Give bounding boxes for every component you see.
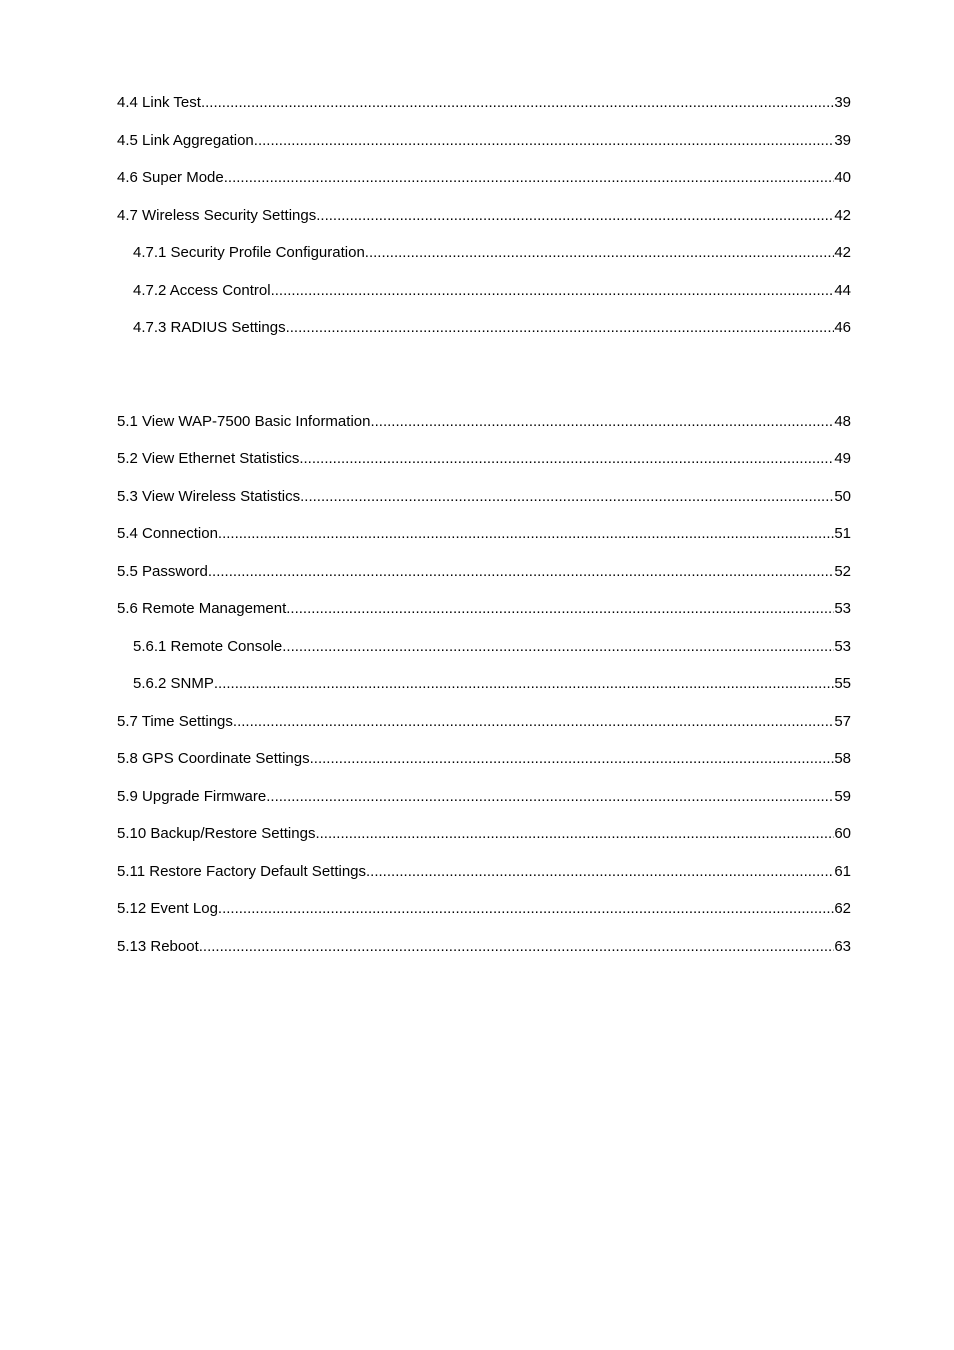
toc-entry-page: 42 [834,244,851,261]
toc-leader-dots [218,897,834,921]
toc-entry-page: 53 [834,637,851,655]
toc-leader-dots [310,747,835,771]
toc-entry-title: 5.6 Remote Management [117,600,287,617]
toc-leader-dots [300,485,834,509]
toc-entry-title: 5.1 View WAP-7500 Basic Information [117,412,371,430]
toc-entry-title: 5.4 Connection [117,525,218,542]
toc-entry-5-4[interactable] [117,522,851,560]
toc-entry-4-4[interactable] [117,91,851,129]
toc-leader-dots [365,241,835,265]
toc-entry-title: 5.9 Upgrade Firmware [117,787,267,805]
toc-entry-page: 59 [834,787,851,805]
toc-section-5 [117,410,851,973]
toc-entry-5-5[interactable] [117,560,851,598]
toc-entry-5-13[interactable] [117,935,851,973]
toc-entry-5-6[interactable] [117,597,851,635]
toc-entry-5-1[interactable] [117,410,851,448]
toc-entry-page: 62 [834,900,851,917]
toc-leader-dots [366,860,834,884]
toc-entry-title: 5.12 Event Log [117,900,218,917]
toc-leader-dots [370,410,834,434]
toc-entry-title: 5.6.1 Remote Console [133,637,283,655]
toc-entry-5-7[interactable] [117,710,851,748]
toc-leader-dots [316,204,834,228]
toc-leader-dots [286,597,834,621]
toc-entry-page: 60 [834,825,851,842]
table-of-contents [117,91,851,972]
toc-entry-page: 42 [834,206,851,224]
toc-entry-title: 4.5 Link Aggregation [117,131,254,149]
toc-entry-5-9[interactable] [117,785,851,823]
toc-leader-dots [299,447,834,471]
toc-leader-dots [315,822,834,846]
toc-leader-dots [233,710,834,734]
toc-entry-4-7-2[interactable] [117,279,851,317]
toc-leader-dots [218,522,834,546]
toc-entry-page: 53 [834,600,851,617]
toc-section-4 [117,91,851,354]
toc-entry-page: 44 [834,281,851,299]
toc-entry-5-3[interactable] [117,485,851,523]
toc-entry-title: 4.7.3 RADIUS Settings [133,319,286,336]
toc-entry-4-7-3[interactable] [117,316,851,354]
toc-entry-page: 46 [834,319,851,336]
toc-entry-page: 57 [834,712,851,730]
toc-entry-4-7[interactable] [117,204,851,242]
toc-entry-page: 50 [834,487,851,505]
toc-entry-5-6-1[interactable] [117,635,851,673]
toc-entry-title: 5.5 Password [117,562,208,580]
toc-leader-dots [214,672,834,696]
toc-entry-page: 58 [834,750,851,767]
toc-leader-dots [208,560,834,584]
toc-entry-page: 61 [834,862,851,880]
toc-entry-5-2[interactable] [117,447,851,485]
toc-leader-dots [286,316,835,340]
toc-entry-title: 5.7 Time Settings [117,712,233,730]
toc-entry-page: 40 [834,169,851,186]
toc-entry-5-10[interactable] [117,822,851,860]
toc-entry-4-6[interactable] [117,166,851,204]
toc-entry-title: 4.7.2 Access Control [133,281,271,299]
toc-entry-title: 4.7.1 Security Profile Configuration [133,244,365,261]
toc-entry-4-5[interactable] [117,129,851,167]
toc-entry-5-11[interactable] [117,860,851,898]
toc-leader-dots [201,91,834,115]
toc-entry-title: 5.2 View Ethernet Statistics [117,450,300,467]
toc-entry-title: 5.13 Reboot [117,937,199,955]
toc-entry-page: 49 [834,450,851,467]
toc-leader-dots [271,279,835,303]
toc-entry-title: 5.10 Backup/Restore Settings [117,825,316,842]
toc-entry-title: 5.3 View Wireless Statistics [117,487,301,505]
toc-entry-title: 5.8 GPS Coordinate Settings [117,750,310,767]
toc-entry-page: 63 [834,937,851,955]
toc-entry-page: 39 [834,131,851,149]
toc-entry-page: 55 [834,675,851,692]
toc-entry-title: 5.11 Restore Factory Default Settings [117,862,367,880]
toc-entry-page: 51 [834,525,851,542]
toc-entry-title: 4.7 Wireless Security Settings [117,206,317,224]
toc-leader-dots [282,635,834,659]
toc-leader-dots [254,129,835,153]
toc-entry-title: 5.6.2 SNMP [133,675,214,692]
toc-entry-page: 52 [834,562,851,580]
toc-entry-page: 48 [834,412,851,430]
toc-leader-dots [266,785,834,809]
toc-entry-5-12[interactable] [117,897,851,935]
toc-entry-4-7-1[interactable] [117,241,851,279]
toc-entry-5-6-2[interactable] [117,672,851,710]
toc-entry-title: 4.6 Super Mode [117,169,224,186]
toc-entry-page: 39 [834,94,851,111]
toc-entry-5-8[interactable] [117,747,851,785]
toc-leader-dots [224,166,835,190]
toc-entry-title: 4.4 Link Test [117,94,201,111]
toc-leader-dots [199,935,835,959]
